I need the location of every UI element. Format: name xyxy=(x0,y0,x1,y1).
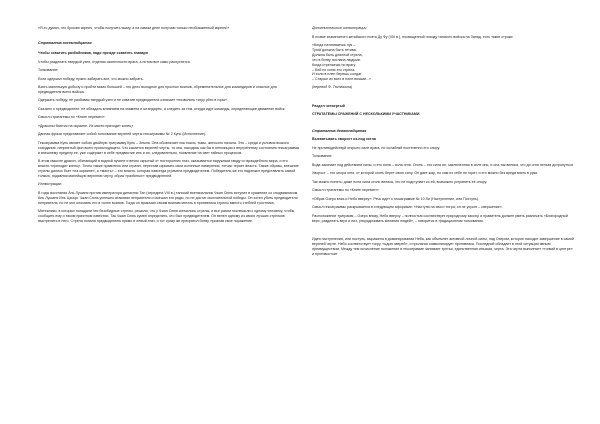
paragraph: В поэме знаменитого китайского поэта Ду Фу (VIII в.), посвященной походу танского войска на Запад, есть такие строки: xyxy=(312,34,514,39)
chapter-title: Стратагема девятнадцатая xyxy=(312,128,367,133)
paragraph: В годы восстания Ань Лушаня против императора династии Тан (середина VIII в.) танский военачальник Чжан Сюнь вступил в сражение со сподвижником Ань Лушаня Инь Цзыци. Чжан Сюнь успешно атаковал неприятеля и смешал его ряды, но не достиг окончательной победы. Он хотел убить предводителя неприятеля, но не мог опознать его в толпе воинов. Тогда он приказал своим воинам метать в противника стрелы вместо стеблей тростника. xyxy=(38,190,298,205)
chapter-title: Стратагема восемнадцатая xyxy=(38,40,92,45)
commentary-label: Толкование: xyxy=(312,154,333,159)
paragraph: Так можно понять: даже если сила столь велика, что не подступает ко ей, возможно устранить ее опору. xyxy=(312,179,487,184)
commentary-label: Толкование: xyxy=(38,68,59,72)
paragraph: Расположение триграмм – Озеро внизу, Небо вверху – полностью соотвествует природному закону, и правитель должен уметь различать «Благородный верх, разделять верх и низ, упорядочивать желания людей», – говорится в традиционном толковании. xyxy=(312,213,568,223)
stratagem-name: Чтобы схватить разбойников, надо прежде схватить главаря xyxy=(38,51,148,55)
paragraph: «Образ Озеро вниз и Небо вверху». Речь идет о гексаграмме № 10 Ли (Наступление, или Поступь). xyxy=(312,196,480,201)
paragraph: Данная фраза представляет собой толкование верхней черты гексаграммы № 2 Кунь (Исполнение). xyxy=(38,132,207,137)
poem-line: «Когда натягиваешь лук – xyxy=(312,43,356,47)
additional-illustrations-label: Дополнительные иллюстрации: xyxy=(312,26,368,30)
paragraph: Взять маленькую добычу и пройти мимо большей – это дело выгодное для простых воинов, обременительное для командиров и опасное для предводителя всего войска. xyxy=(38,85,277,94)
left-page xyxy=(38,0,300,424)
poem-line: И если в плен берешь солдат xyxy=(312,72,362,77)
paragraph: В этом смысле дракон, обитающий в водной пучине и вечно скрытый от посторонних глаз, оказывается наружным свиду со враждебного мира, и его власти «приходит конец». Точно также правитель или стратег, перестав скрывать свои истинные намерения, тотчас теряет власть. Также образы, внешние стрелы далеко бьет «на окраине», а «масть» – это власть, которая навсегда утрачена предводителем. Победитель же его надлежит представлять самой толкью, подавляя малейшую верхнюю черту, образ «разбитых» предводителей. xyxy=(38,159,299,178)
poem-line: Должна быть длинной стрела, xyxy=(312,52,363,57)
paragraph: Одержать победу, не разбивая твердый узел и не схватив предводителя означает «позволить тигру уйти в горы». xyxy=(38,98,229,103)
opening-quote: «Я-то думал, что бросаю кирпич, чтобы получить яшму, а на самом деле получаю только необожженный кирпич!» xyxy=(38,26,230,30)
poem-line: – Старше их всех в плен возьми...» xyxy=(312,77,372,82)
paragraph: Если одержал победу, нужно забирать все, что можно забрать. xyxy=(38,76,144,81)
section-title: СТРАТАГЕМЫ СРАЖЕНИЙ С НЕСКОЛЬКИМИ УЧАСТНИКАМИ xyxy=(312,112,420,117)
paragraph: «Драконы бьются на окраине. Их масти приходит конец» xyxy=(38,123,134,128)
poem-credit: (перевод Ф. Тютюкина) xyxy=(312,85,353,90)
paragraph: Смысл стратагемы по «Книге перемен»: xyxy=(38,115,106,120)
stratagem-name: Выхватывать хворост из-под котла xyxy=(312,137,376,142)
poem-line: – Бей по коню его стрела. xyxy=(312,67,356,72)
paragraph: Идея наступления, или поступь, выражена в доминировании Неба, как объемлет активной личной силы, над Озером, которое находит завершение в самой верхней черте. Небо соответствует тигру, «царю зверей», и прилагая символизирует противника. Последний обладает в этой ситуации явным преимуществом. Между тем исчисление положение в гексаграмме занимает третья, единственная иньская, черта. Эта черта выполняет «тонкий в центре» и противостоит xyxy=(312,237,574,256)
poem-line: Тугой должна быть тетива. xyxy=(312,47,357,52)
paragraph: Вода закипает под действием силы, и это сила – сила огня. Огонь – это сила ян, заключенная в силе инь, и она так велика, что до огня нельзя дотронуться. xyxy=(312,162,574,167)
paragraph: Хворост – это опора огня, от которой огонь берет свою силу. Он дает жар, но сам по себе не горит, и его можно без вреда взять в руки. xyxy=(312,171,539,176)
poem xyxy=(312,43,574,82)
poem-line: что в битву послана людьми. xyxy=(312,57,361,62)
paragraph: Смысл гексаграммы раскрывается в следующем афоризме: «Наступи на хвост тигра; он не укусит – свершение». xyxy=(312,205,503,210)
paragraph: Смысл стратагемы по «Книге перемен»: xyxy=(312,188,380,193)
paragraph: Гексаграмма Кунь являет собою двойную триграмму Кунь – Земля. Она обозначает пик покоя, тьмы, женского начала. Это – среда и условия всякого созидания, неприятый фон всего происходящего. Что касается верхней черты, то она, находясь как бы в оппозиции к внутреннему состоянию гексаграммы и внешнему пределу ее, уже содержит в себе предвестие инь и ян, следовательно, появление на свет тайных процессов. xyxy=(38,140,300,155)
paragraph: Мятежники, в которых попадали эти безобидные стрелы, решили, что у Чжан Сюня кончились стрелы, и все разом поспешили к одному человеку, чтобы сообщить ему о таком приятном известии. Так Чжан Сюнь сумел определить, кто был предводителем. Он велел одному из своих лучших стрелков выстрелить в него. Стрела попала предводителю прямо в левый глаз, и тот сразу же прекратил битву, признав свое поражение. xyxy=(38,209,295,224)
right-page xyxy=(312,0,574,424)
intro-paragraph: Чтобы разделать твердый узел, отделяя оконечности врага, а потом все само распустится. xyxy=(38,59,191,64)
paragraph: Не противодействуй открыто силе врага, но ослабляй постепенно его опору. xyxy=(312,145,441,150)
section-label: Раздел четвертый xyxy=(312,103,345,108)
paragraph: Сказано о предводителе: не обладать влиянием на знамена и штандарты, а следить за тем, откуда идут команды, определяющие движение войск. xyxy=(38,106,286,111)
illustrations-label: Иллюстрации: xyxy=(38,182,62,187)
poem-line: Когда стреляешь по врагу xyxy=(312,62,356,67)
